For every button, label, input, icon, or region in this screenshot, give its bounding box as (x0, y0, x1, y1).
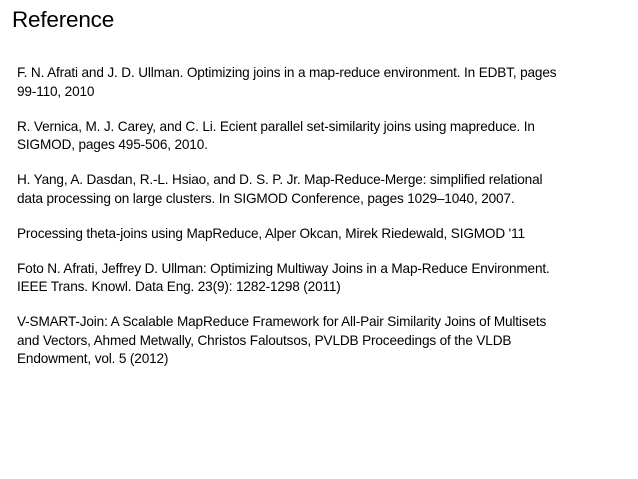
reference-line: and Vectors, Ahmed Metwally, Christos Faloutsos, PVLDB Proceedings of the VLDB (17, 332, 512, 348)
reference-item (17, 225, 629, 244)
reference-line: V-SMART-Join: A Scalable MapReduce Framework for All-Pair Similarity Joins of Multisets (17, 314, 547, 329)
reference-line: R. Vernica, M. J. Carey, and C. Li. Ecient parallel set-similarity joins using mapreduce. In (17, 118, 535, 134)
reference-line: H. Yang, A. Dasdan, R.-L. Hsiao, and D. S. P. Jr. Map-Reduce-Merge: simplified relational (17, 172, 543, 187)
reference-line: F. N. Afrati and J. D. Ullman. Optimizing joins in a map-reduce environment. In EDBT, pages (17, 65, 557, 80)
reference-item (17, 118, 629, 155)
reference-item (17, 313, 629, 369)
reference-list (17, 64, 629, 385)
reference-line: 99-110, 2010 (17, 83, 95, 99)
reference-item (17, 260, 629, 297)
reference-line: Endowment, vol. 5 (2012) (17, 351, 169, 366)
reference-item (17, 171, 629, 208)
reference-line: data processing on large clusters. In SIGMOD Conference, pages 1029–1040, 2007. (17, 190, 515, 206)
reference-line: Processing theta-joins using MapReduce, Alper Okcan, Mirek Riedewald, SIGMOD '11 (17, 225, 525, 241)
reference-line: Foto N. Afrati, Jeffrey D. Ullman: Optimizing Multiway Joins in a Map-Reduce Environment. (17, 260, 550, 276)
reference-line: SIGMOD, pages 495-506, 2010. (17, 137, 208, 152)
reference-item (17, 64, 629, 101)
slide-title: Reference (12, 7, 115, 32)
reference-line: IEEE Trans. Knowl. Data Eng. 23(9): 1282-1298 (2011) (17, 279, 341, 294)
